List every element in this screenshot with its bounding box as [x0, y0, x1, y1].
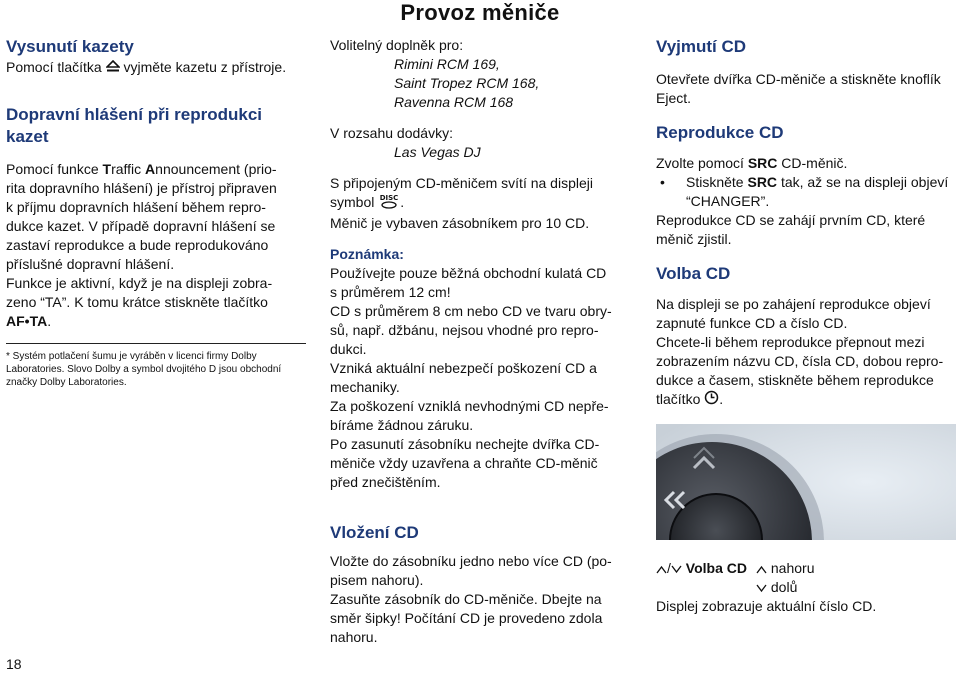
clock-icon	[704, 390, 719, 410]
model-1: Rimini RCM 169,	[394, 56, 500, 72]
eject-text: Pomocí tlačítka vyjměte kazetu z přístroje.	[6, 58, 308, 78]
down-arrow-icon	[756, 579, 767, 598]
play-heading: Reprodukce CD	[656, 123, 784, 142]
model-2: Saint Tropez RCM 168,	[394, 75, 540, 91]
up-label: nahoru	[770, 560, 815, 576]
connected-text: S připojeným CD-měničem svítí na displeji symbol DISC . Měnič je vybaven zásobníkem pro 10 CD.	[330, 175, 593, 231]
play-text: Zvolte pomocí SRC CD-měnič.	[656, 155, 848, 171]
delivery-model: Las Vegas DJ	[394, 144, 481, 160]
play-start-text: Reprodukce CD se zahájí prvním CD, které měnič zjistil.	[656, 212, 926, 247]
remove-text: Otevřete dvířka CD-měniče a stiskněte knoflík Eject.	[656, 71, 941, 106]
page-title: Provoz měniče	[400, 0, 560, 25]
accessory-label: Volitelný doplněk pro:	[330, 37, 464, 53]
footnote: * Systém potlačení šumu je vyráběn v licenci firmy Dolby Laboratories. Slovo Dolby a symbol dvojitého D jsou obchodní značky Dolby Laboratories.	[6, 350, 282, 388]
page-number: 18	[6, 656, 22, 672]
select-heading: Volba CD	[656, 264, 731, 283]
up-arrow-icon	[656, 560, 667, 579]
insert-text: Vložte do zásobníku jedno nebo více CD (po- pisem nahoru). Zasuňte zásobník do CD-měniče. Dbejte na směr šipky! Počítání CD je provedeno zdola nahoru.	[330, 553, 612, 645]
eject-icon	[106, 59, 120, 78]
model-3: Ravenna RCM 168	[394, 94, 514, 110]
insert-heading: Vložení CD	[330, 523, 419, 542]
disc-icon	[378, 193, 400, 214]
traffic-heading: Dopravní hlášení při reprodukci kazet	[6, 104, 263, 146]
keys-label: Volba CD	[685, 560, 747, 576]
column-right	[656, 36, 956, 410]
down-arrow-icon	[671, 560, 682, 579]
select-text: Na displeji se po zahájení reprodukce objeví zapnuté funkce CD a číslo CD. Chcete-li během reprodukce přepnout mezi zobrazením názvu CD, čísla CD, dobou repro- dukce a časem, stiskněte během reprodukce tlačítko .	[656, 295, 956, 410]
traffic-text: Pomocí funkce Traffic Announcement (prio- rita dopravního hlášení) je přístroj připraven k příjmu dopravních hlášení během repro- dukce kazet. V případě dopravní hlášení se zastaví reprodukce a bude reprodukováno příslušné dopravní hlášení.	[6, 160, 277, 272]
remove-heading: Vyjmutí CD	[656, 37, 747, 56]
down-label: dolů	[770, 579, 798, 595]
note-text: Používejte pouze běžná obchodní kulatá CD s průměrem 12 cm! CD s průměrem 8 cm nebo CD ve tvaru obry- sů, např. džbánu, nejsou vhodné pro repro- dukci. Vzniká aktuální nebezpečí poškození CD a mechaniky. Za poškození vzniklá nevhodnými CD nepře- bíráme žádnou záruku. Po zasunutí zásobníku nechejte dvířka CD- měniče vždy uzavřena a chraňte CD-měnič před znečištěním.	[330, 265, 612, 490]
note-heading: Poznámka:	[330, 246, 404, 262]
play-bullet: • Stiskněte SRC tak, až se na displeji objeví “CHANGER”.	[660, 174, 949, 209]
delivery-label: V rozsahu dodávky:	[330, 125, 453, 141]
column-middle	[330, 36, 632, 492]
up-down-row: / Volba CD nahoru	[656, 559, 956, 578]
traffic-activation-text: Funkce je aktivní, když je na displeji zobra- zeno “TA”. K tomu krátce stiskněte tlačítko AF•TA.	[6, 274, 273, 329]
cd-select-keys	[656, 559, 956, 616]
column-left	[6, 36, 308, 389]
up-arrow-icon	[756, 560, 767, 579]
display-text: Displej zobrazuje aktuální číslo CD.	[656, 598, 877, 614]
eject-heading: Vysunutí kazety	[6, 37, 134, 56]
svg-text:DISC: DISC	[379, 194, 399, 202]
control-knob-photo	[656, 424, 956, 540]
af-ta-button-label: AF•TA	[6, 312, 48, 329]
down-row	[656, 578, 956, 597]
insert-cd-section	[330, 522, 632, 647]
